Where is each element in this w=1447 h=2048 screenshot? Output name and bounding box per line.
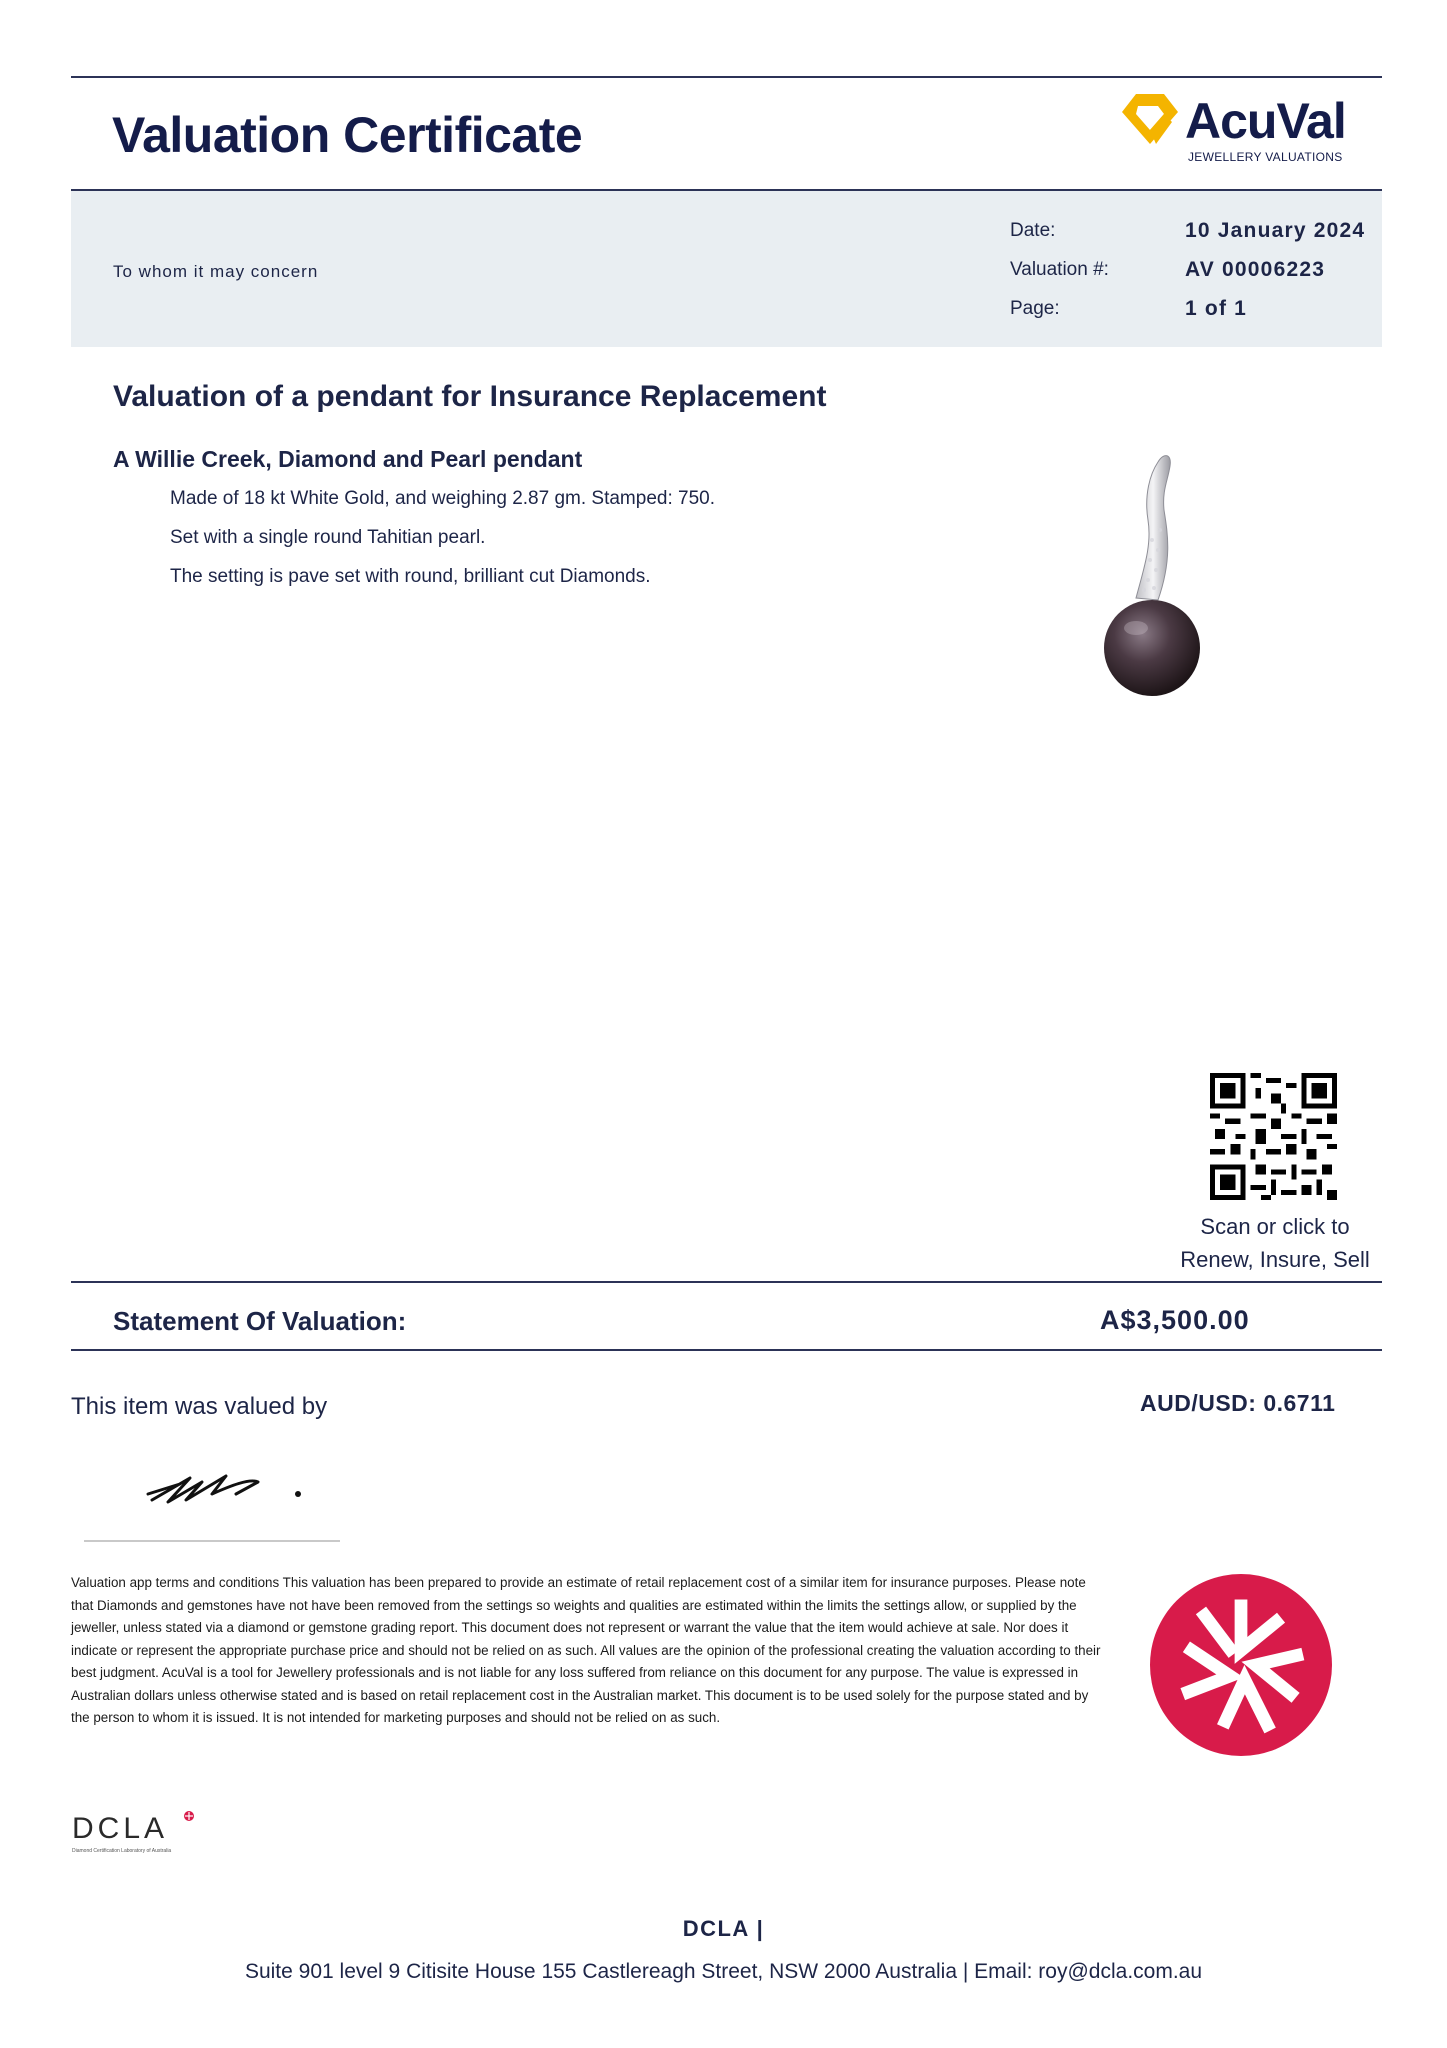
page-title: Valuation Certificate xyxy=(112,107,583,163)
statement-label: Statement Of Valuation: xyxy=(113,1306,407,1336)
brand-tagline: JEWELLERY VALUATIONS xyxy=(1188,150,1343,164)
item-title: A Willie Creek, Diamond and Pearl pendant xyxy=(113,446,583,472)
qr-caption-line: Scan or click to xyxy=(1200,1214,1350,1239)
section-heading: Valuation of a pendant for Insurance Replacement xyxy=(113,380,827,413)
footer-org: DCLA | xyxy=(682,1916,765,1941)
signature-icon xyxy=(140,1460,310,1510)
item-description-line: Made of 18 kt White Gold, and weighing 2.87 gm. Stamped: 750. xyxy=(170,488,715,509)
brand-name: AcuVal xyxy=(1185,93,1346,149)
page-label: Page: xyxy=(1010,298,1060,319)
valuation-number-value: AV 00006223 xyxy=(1185,258,1326,281)
dcla-seal-icon xyxy=(1150,1574,1332,1756)
item-description-line: The setting is pave set with round, brilliant cut Diamonds. xyxy=(170,566,651,587)
page-value: 1 of 1 xyxy=(1185,297,1248,320)
dcla-logo-subtext: Diamond Certification Laboratory of Australia xyxy=(72,1848,172,1854)
top-rule xyxy=(71,76,1382,78)
footer-address: Suite 901 level 9 Citisite House 155 Castlereagh Street, NSW 2000 Australia | Email: roy@dcla.com.au xyxy=(244,1960,1203,1983)
valuation-number-label: Valuation #: xyxy=(1010,259,1109,280)
qr-code-icon[interactable] xyxy=(1210,1073,1337,1200)
pendant-photo xyxy=(1040,450,1240,700)
signature-line xyxy=(84,1540,340,1542)
date-label: Date: xyxy=(1010,220,1056,241)
item-description-line: Set with a single round Tahitian pearl. xyxy=(170,527,486,548)
exchange-rate: AUD/USD: 0.6711 xyxy=(1140,1390,1336,1416)
qr-caption xyxy=(1150,1210,1400,1276)
qr-caption-line: Renew, Insure, Sell xyxy=(1180,1247,1370,1272)
date-value: 10 January 2024 xyxy=(1185,219,1366,242)
dcla-logo-text: DCLA xyxy=(72,1812,169,1845)
terms-and-conditions: Valuation app terms and conditions This valuation has been prepared to provide an estimate of retail replacement cost of a similar item for insurance purposes. Please note that Diamonds and gemstones have not have been removed from the settings so weights and qualities are estimated within the limits the settings allow, or supplied by the jeweller, unless stated via a diamond or gemstone grading report. This document does not represent or warrant the value that the item would achieve at sale. Nor does it indicate or represent the appropriate purchase price and should not be relied on as such. All values are the opinion of the professional creating the valuation according to their best judgment. AcuVal is a tool for Jewellery professionals and is not liable for any loss suffered from reliance on this document for any purpose. The value is expressed in Australian dollars unless otherwise stated and is based on retail replacement cost in the Australian market. This document is to be used solely for the purpose stated and by the person to whom it is issued. It is not intended for marketing purposes and should not be relied on as such. xyxy=(71,1575,1101,1725)
statement-bottom-rule xyxy=(71,1349,1382,1351)
salutation: To whom it may concern xyxy=(113,262,319,281)
valued-by-label: This item was valued by xyxy=(71,1393,328,1420)
statement-top-rule xyxy=(71,1281,1382,1283)
statement-value: A$3,500.00 xyxy=(1100,1305,1250,1335)
